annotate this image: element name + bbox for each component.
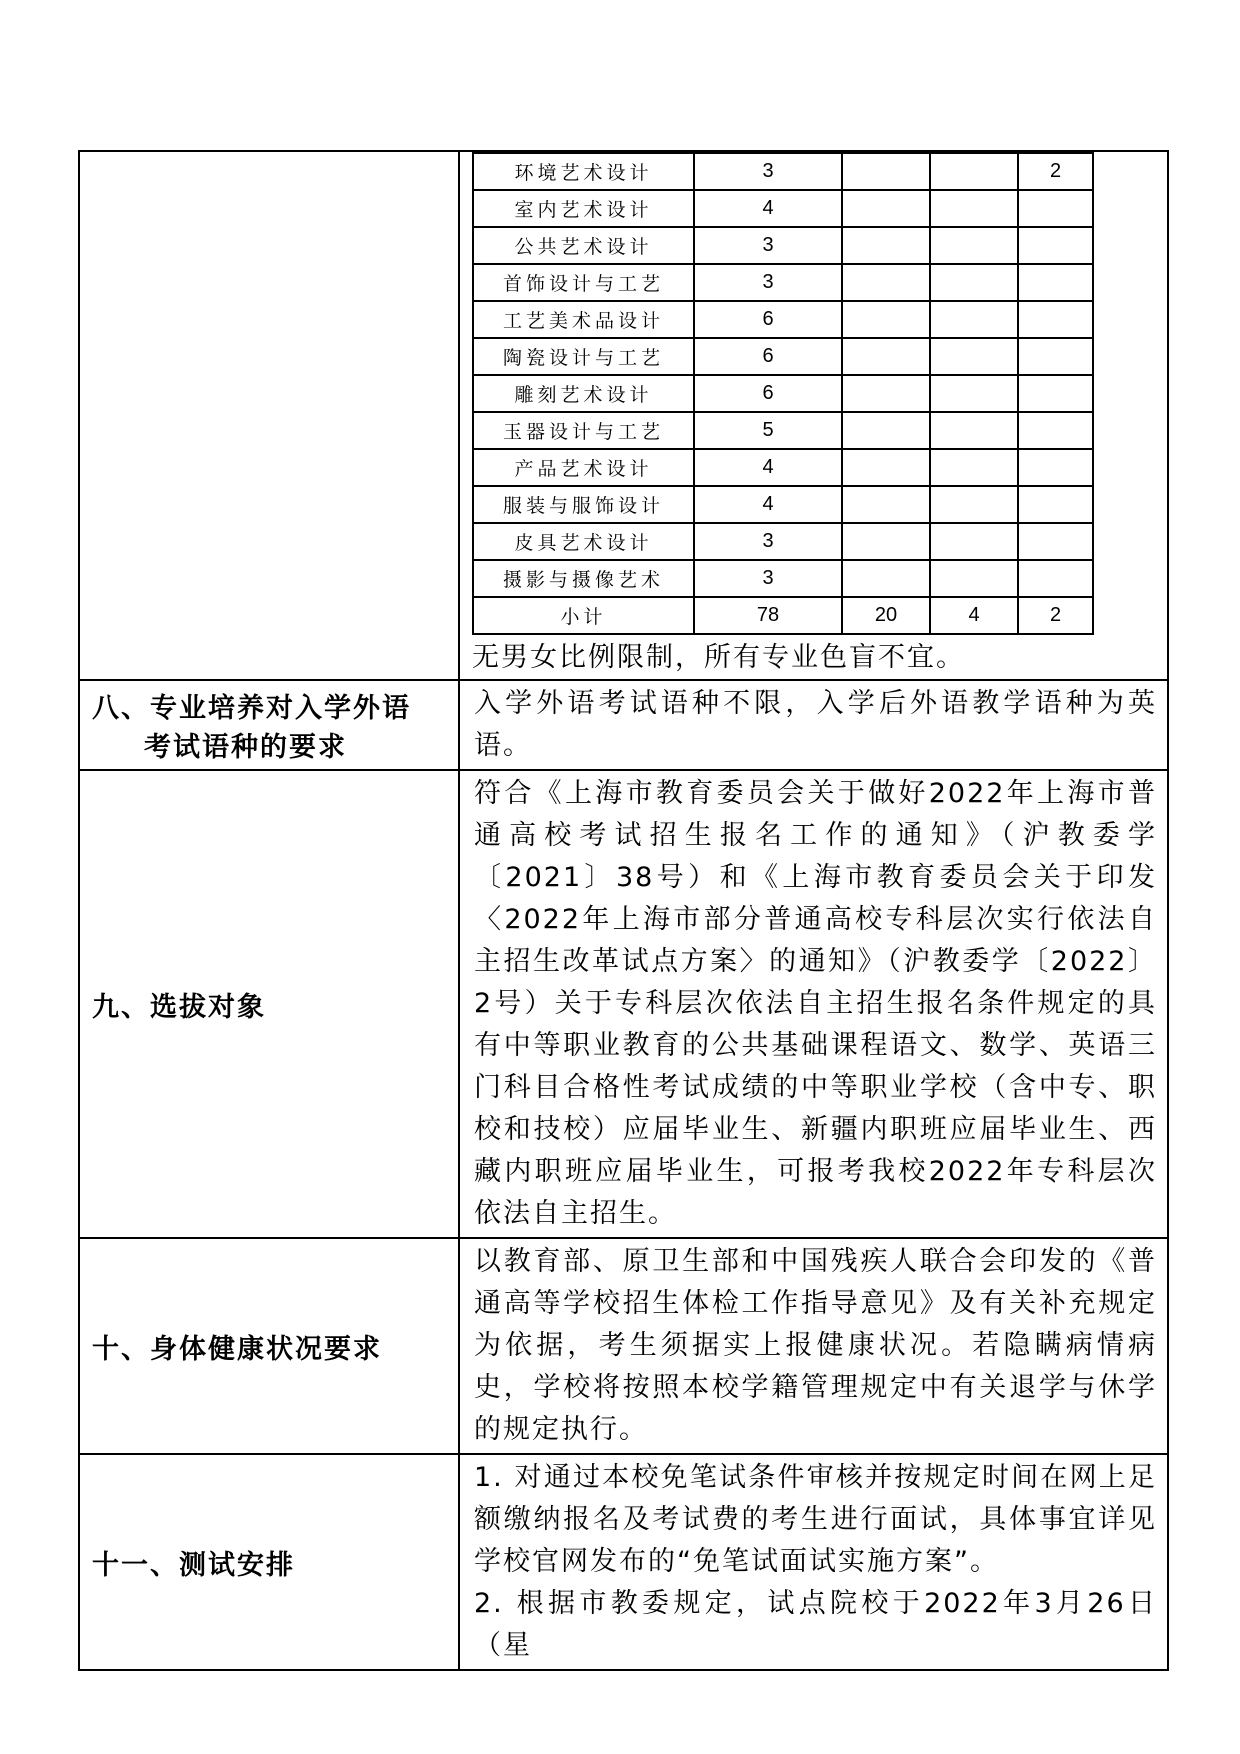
major-name-cell: 服装与服饰设计: [473, 486, 694, 523]
section-11-item-1: 1. 对通过本校免笔试条件审核并按规定时间在网上足额缴纳报名及考试费的考生进行面试，具体事宜详见学校官网发布的“免笔试面试实施方案”。: [474, 1462, 1157, 1577]
section-10-content: 以教育部、原卫生部和中国残疾人联合会印发的《普通高等学校招生体检工作指导意见》及有关补充规定为依据，考生须据实上报健康状况。若隐瞒病情病史，学校将按照本校学籍管理规定中有关退学与休学的规定执行。: [459, 1238, 1168, 1454]
major-name-cell: 皮具艺术设计: [473, 523, 694, 560]
major-row: [473, 523, 1093, 560]
quota-col3-cell: [930, 523, 1018, 560]
quota-col3-cell: [930, 338, 1018, 375]
quota-col2-cell: [842, 301, 930, 338]
major-name-cell: 公共艺术设计: [473, 227, 694, 264]
major-quota-table: [472, 152, 1094, 635]
major-row: [473, 153, 1093, 190]
major-name-cell: 雕刻艺术设计: [473, 375, 694, 412]
quota-col4-cell: [1018, 486, 1093, 523]
major-row: [473, 301, 1093, 338]
quota-col4-cell: [1018, 301, 1093, 338]
quota-col1-cell: 78: [694, 597, 842, 634]
quota-col3-cell: 4: [930, 597, 1018, 634]
quota-col3-cell: [930, 486, 1018, 523]
quota-col2-cell: [842, 153, 930, 190]
quota-col1-cell: 6: [694, 301, 842, 338]
quota-col3-cell: [930, 264, 1018, 301]
quota-col4-cell: [1018, 449, 1093, 486]
quota-col3-cell: [930, 412, 1018, 449]
quota-col4-cell: [1018, 190, 1093, 227]
quota-col4-cell: [1018, 375, 1093, 412]
major-name-cell: 产品艺术设计: [473, 449, 694, 486]
major-row: [473, 560, 1093, 597]
quota-col2-cell: [842, 523, 930, 560]
quota-col2-cell: [842, 190, 930, 227]
quota-col2-cell: [842, 227, 930, 264]
quota-col2-cell: [842, 264, 930, 301]
major-name-cell: 环境艺术设计: [473, 153, 694, 190]
quota-col4-cell: 2: [1018, 597, 1093, 634]
subtotal-row: [473, 597, 1093, 634]
quota-col1-cell: 4: [694, 449, 842, 486]
quota-col1-cell: 3: [694, 227, 842, 264]
quota-col3-cell: [930, 227, 1018, 264]
quota-col2-cell: 20: [842, 597, 930, 634]
quota-col4-cell: [1018, 338, 1093, 375]
quota-col2-cell: [842, 338, 930, 375]
quota-col3-cell: [930, 153, 1018, 190]
section-8-label-line1: 八、专业培养对入学外语: [92, 693, 411, 724]
quota-col3-cell: [930, 301, 1018, 338]
section-11-content: [459, 1454, 1168, 1670]
quota-col2-cell: [842, 375, 930, 412]
quota-col1-cell: 3: [694, 523, 842, 560]
quota-col2-cell: [842, 412, 930, 449]
major-row: [473, 412, 1093, 449]
major-row: [473, 190, 1093, 227]
quota-col1-cell: 5: [694, 412, 842, 449]
quota-col2-cell: [842, 449, 930, 486]
quota-col3-cell: [930, 560, 1018, 597]
quota-col3-cell: [930, 375, 1018, 412]
section-9-row: [79, 770, 1168, 1238]
major-row: [473, 338, 1093, 375]
quota-col2-cell: [842, 560, 930, 597]
quota-col3-cell: [930, 190, 1018, 227]
major-name-cell: 摄影与摄像艺术: [473, 560, 694, 597]
section-8-label-line2: 考试语种的要求: [144, 732, 347, 763]
section-11-row: [79, 1454, 1168, 1670]
quota-col4-cell: [1018, 560, 1093, 597]
gender-color-note: 无男女比例限制，所有专业色盲不宜。: [472, 642, 965, 673]
quota-col2-cell: [842, 486, 930, 523]
quota-col1-cell: 4: [694, 190, 842, 227]
quota-col1-cell: 6: [694, 338, 842, 375]
quota-col1-cell: 4: [694, 486, 842, 523]
major-row: [473, 486, 1093, 523]
section-10-row: [79, 1238, 1168, 1454]
section-7-label-cell: [79, 151, 459, 680]
section-10-label: 十、身体健康状况要求: [79, 1238, 459, 1454]
section-7-row: [79, 151, 1168, 680]
major-row: [473, 449, 1093, 486]
quota-col4-cell: [1018, 264, 1093, 301]
quota-col4-cell: [1018, 412, 1093, 449]
section-9-content: 符合《上海市教育委员会关于做好2022年上海市普通高校考试招生报名工作的通知》（沪教委学〔2021〕38号）和《上海市教育委员会关于印发〈2022年上海市部分普通高校专科层次实行依法自主招生改革试点方案〉的通知》（沪教委学〔2022〕2号）关于专科层次依法自主招生报名条件规定的具有中等职业教育的公共基础课程语文、数学、英语三门科目合格性考试成绩的中等职业学校（含中专、职校和技校）应届毕业生、新疆内职班应届毕业生、西藏内职班应届毕业生，可报考我校2022年专科层次依法自主招生。: [459, 770, 1168, 1238]
major-row: [473, 375, 1093, 412]
quota-col1-cell: 3: [694, 264, 842, 301]
quota-col1-cell: 3: [694, 153, 842, 190]
section-11-label: 十一、测试安排: [79, 1454, 459, 1670]
major-name-cell: 工艺美术品设计: [473, 301, 694, 338]
quota-col4-cell: [1018, 523, 1093, 560]
section-8-content: 入学外语考试语种不限，入学后外语教学语种为英语。: [459, 680, 1168, 770]
major-name-cell: 陶瓷设计与工艺: [473, 338, 694, 375]
major-row: [473, 227, 1093, 264]
quota-col4-cell: [1018, 227, 1093, 264]
section-11-item-2: 2. 根据市教委规定，试点院校于2022年3月26日（星: [474, 1588, 1157, 1661]
major-row: [473, 264, 1093, 301]
major-name-cell: 首饰设计与工艺: [473, 264, 694, 301]
major-name-cell: 小计: [473, 597, 694, 634]
major-name-cell: 玉器设计与工艺: [473, 412, 694, 449]
admission-info-table: [78, 150, 1169, 1671]
quota-col1-cell: 6: [694, 375, 842, 412]
section-7-content-cell: [459, 151, 1168, 680]
section-8-row: [79, 680, 1168, 770]
major-name-cell: 室内艺术设计: [473, 190, 694, 227]
quota-col3-cell: [930, 449, 1018, 486]
section-8-label: [79, 680, 459, 770]
section-9-label: 九、选拔对象: [79, 770, 459, 1238]
quota-col1-cell: 3: [694, 560, 842, 597]
quota-col4-cell: 2: [1018, 153, 1093, 190]
